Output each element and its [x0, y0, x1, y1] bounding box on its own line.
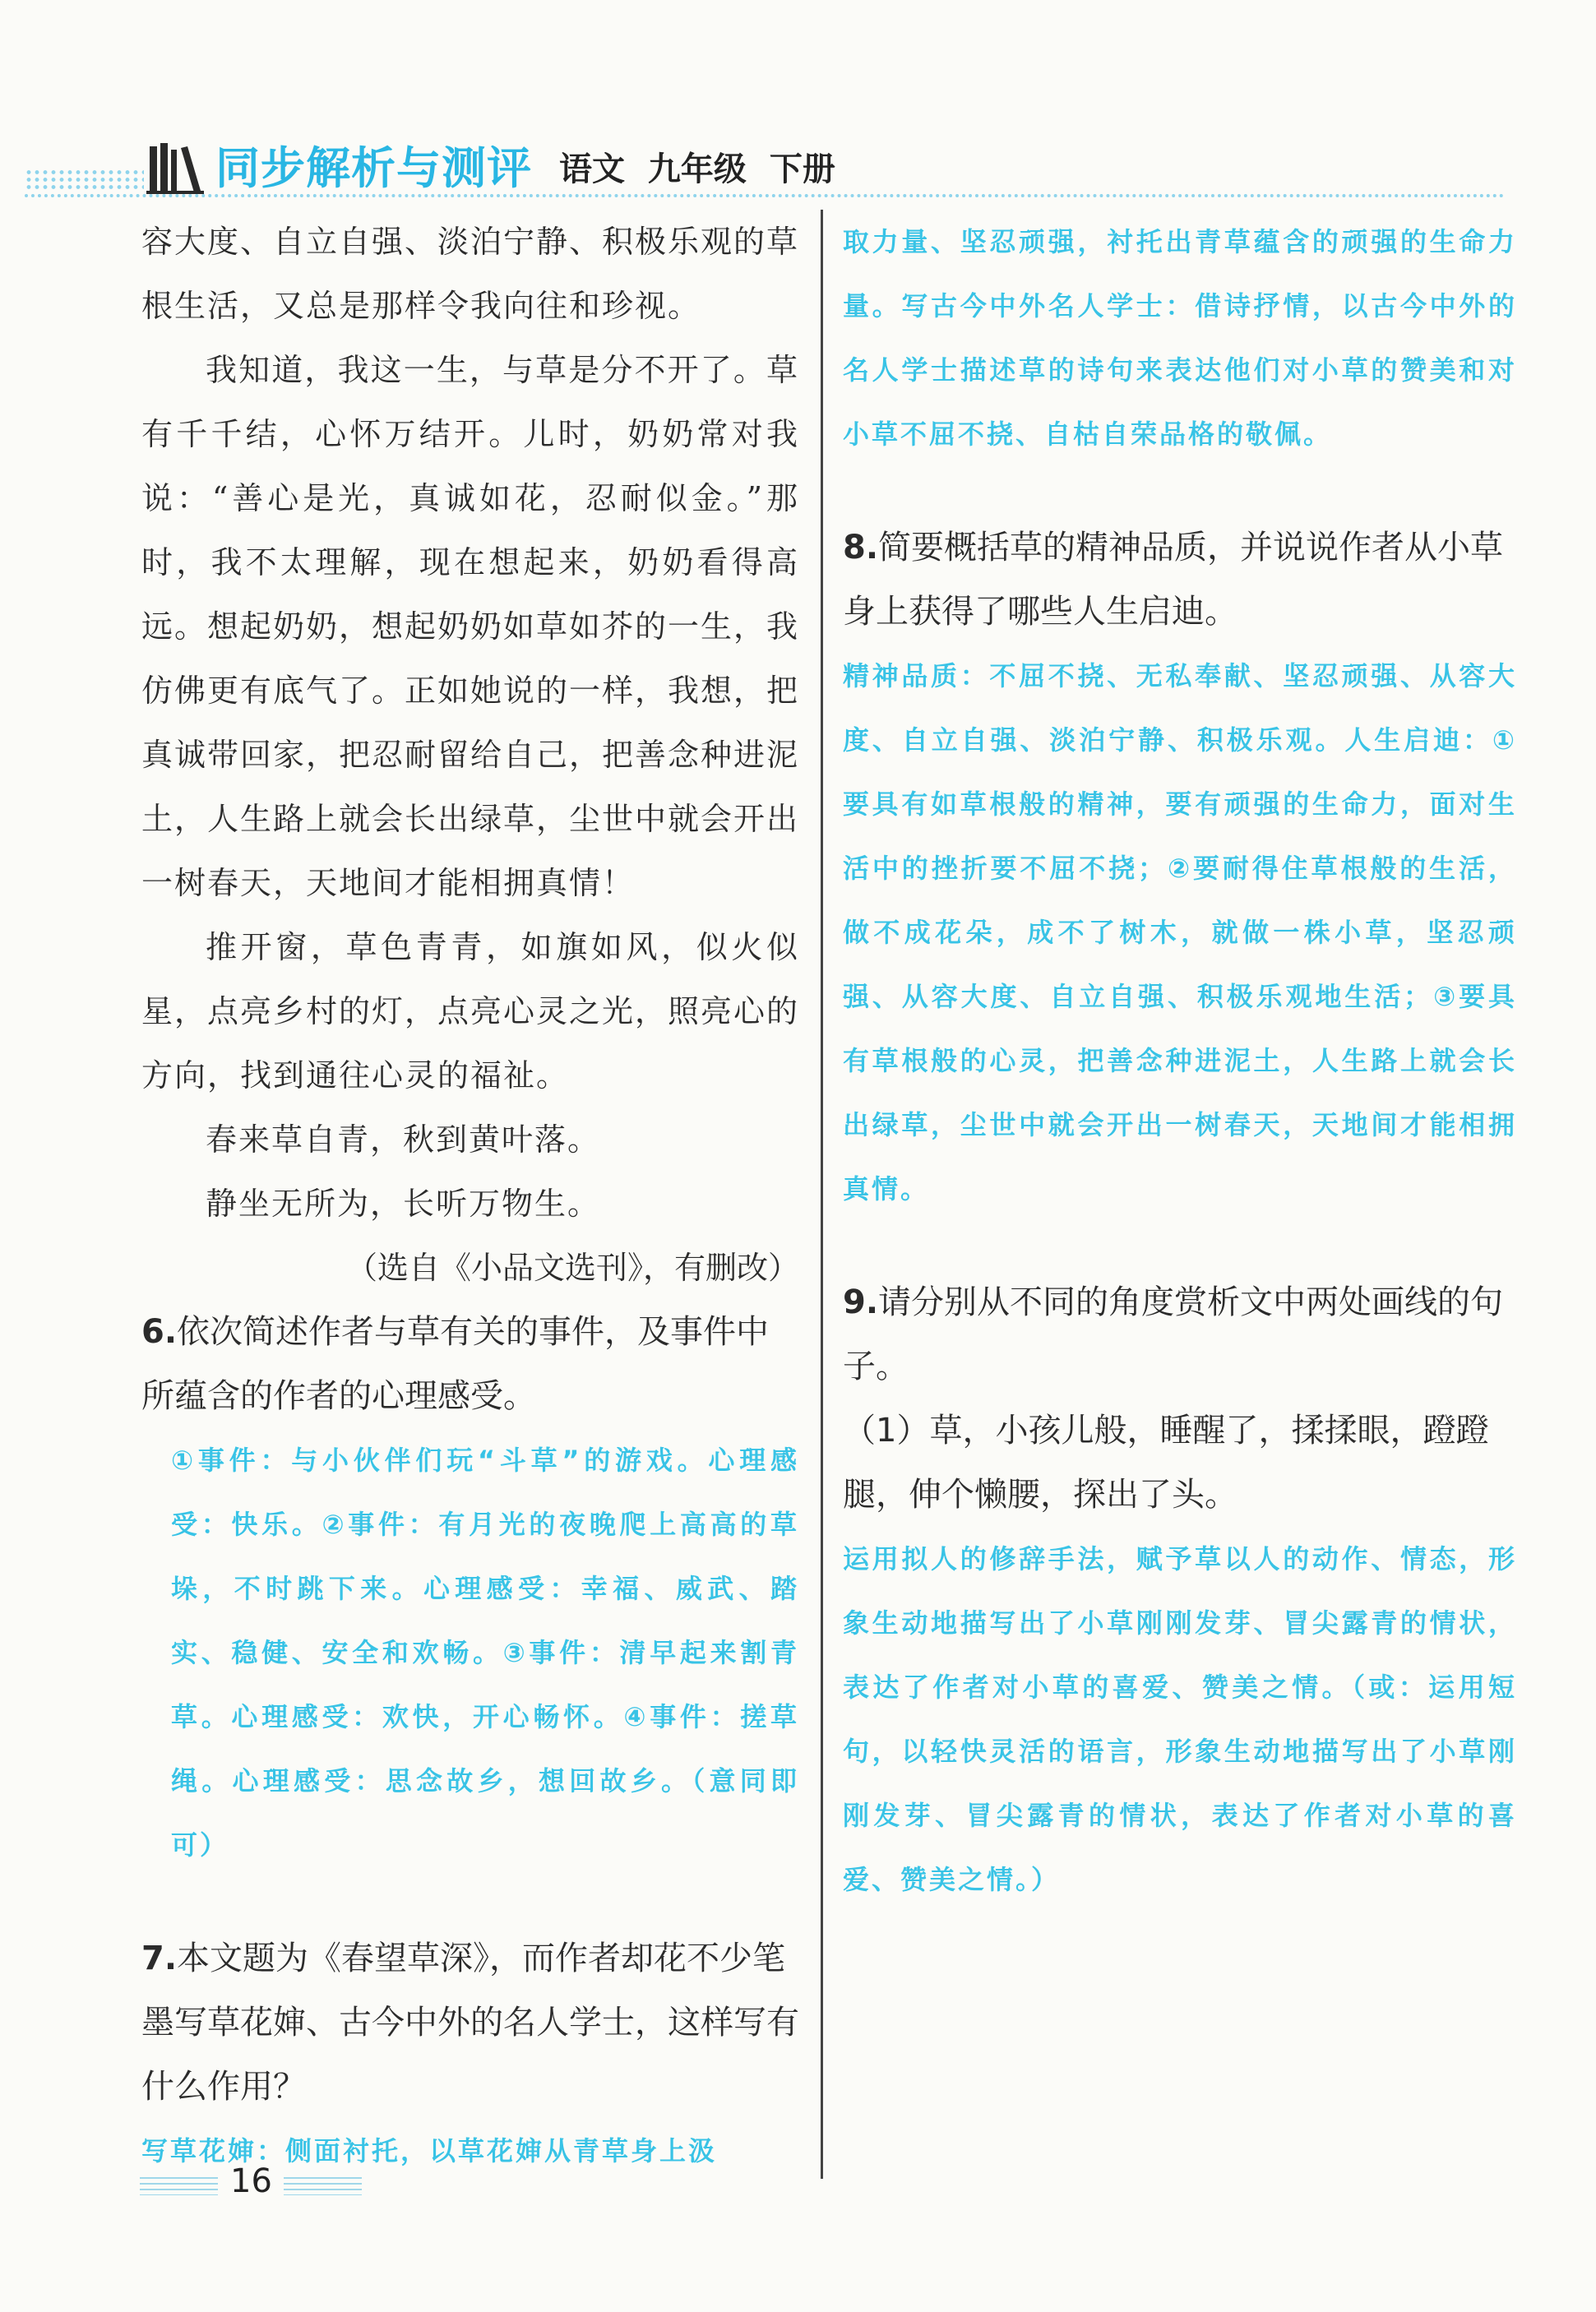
question-number: 8.: [843, 529, 879, 566]
passage-verse: 静坐无所为，长听万物生。: [206, 1186, 601, 1222]
question-number: 6.: [141, 1313, 178, 1351]
footer-lines-decoration: [284, 2177, 362, 2195]
sub-question-text: （1）草，小孩儿般，睡醒了，揉揉眼，蹬蹬腿，伸个懒腰，探出了头。: [843, 1412, 1489, 1514]
question-8: [843, 516, 1517, 1221]
page-header: [0, 132, 1596, 206]
column-divider: [821, 210, 823, 2179]
question-text: 本文题为《春望草深》，而作者却花不少笔墨写草花婶、古今中外的名人学士，这样写有什么作用？: [141, 1940, 799, 2106]
footer-lines-decoration: [140, 2177, 218, 2195]
books-logo-icon: [146, 138, 204, 196]
answer-text: 写草花婶：侧面衬托，以草花婶从青草身上汲: [141, 2135, 718, 2166]
answer-text: 精神品质：不屈不挠、无私奉献、坚忍顽强、从容大度、自立自强、淡泊宁静、积极乐观。人生启迪：①要具有如草根般的精神，要有顽强的生命力，面对生活中的挫折要不屈不挠；②要耐得住草根般的生活，做不成花朵，成不了树木，就做一株小草，坚忍顽强、从容大度、自立自强、积极乐观地生活；③要具有草根般的心灵，把善念种进泥土，人生路上就会长出绿草，尘世中就会开出一树春天，天地间才能相拥真情。: [843, 660, 1517, 1205]
question-text: 简要概括草的精神品质，并说说作者从小草身上获得了哪些人生启迪。: [843, 529, 1504, 631]
question-number: 9.: [843, 1283, 879, 1321]
question-text: 依次简述作者与草有关的事件，及事件中所蕴含的作者的心理感受。: [141, 1313, 770, 1415]
answer-text: 运用拟人的修辞手法，赋予草以人的动作、情态，形象生动地描写出了小草刚刚发芽、冒尖露青的情状，表达了作者对小草的喜爱、赞美之情。（或：运用短句，以轻快灵活的语言，形象生动地描写出了小草刚刚发芽、冒尖露青的情状，表达了作者对小草的喜爱、赞美之情。）: [843, 1543, 1517, 1895]
header-dots-decoration: [25, 169, 144, 190]
left-column: [141, 210, 799, 2183]
answer-text: ①事件：与小伙伴们玩“斗草”的游戏。心理感受：快乐。②事件：有月光的夜晚爬上高高的草垛，不时跳下来。心理感受：幸福、威武、踏实、稳健、安全和欢畅。③事件：清早起来割青草。心理感受：欢快，开心畅怀。④事件：搓草绳。心理感受：思念故乡，想回故乡。（意同即可）: [171, 1445, 799, 1861]
question-7: [141, 1926, 799, 2183]
question-9: [843, 1270, 1517, 1912]
series-title: 同步解析与测评: [215, 142, 532, 194]
question-text: 请分别从不同的角度赏析文中两处画线的句子。: [843, 1283, 1504, 1385]
passage-paragraph: 容大度、自立自强、淡泊宁静、积极乐观的草根生活，又总是那样令我向往和珍视。: [141, 224, 800, 324]
passage-source: （选自《小品文选刊》，有删改）: [345, 1250, 799, 1286]
header-rule: [25, 194, 1505, 197]
page-footer: [123, 2162, 370, 2212]
passage-verse: 春来草自青，秋到黄叶落。: [206, 1121, 601, 1158]
book-info: 语文 九年级 下册: [559, 150, 835, 188]
question-number: 7.: [141, 1940, 178, 1977]
answer-text-continued: 取力量、坚忍顽强，衬托出青草蕴含的顽强的生命力量。写古今中外名人学士：借诗抒情，以古今中外的名人学士描述草的诗句来表达他们对小草的赞美和对小草不屈不挠、自枯自荣品格的敬佩。: [843, 226, 1517, 450]
page-number: 16: [230, 2162, 272, 2200]
passage-paragraph: 推开窗，草色青青，如旗如风，似火似星，点亮乡村的灯，点亮心灵之光，照亮心的方向，找到通往心灵的福祉。: [141, 929, 800, 1094]
passage-paragraph: 我知道，我这一生，与草是分不开了。草有千千结，心怀万结开。儿时，奶奶常对我说：“善心是光，真诚如花，忍耐似金。”那时，我不太理解，现在想起来，奶奶看得高远。想起奶奶，想起奶奶如草如芥的一生，我仿佛更有底气了。正如她说的一样，我想，把真诚带回家，把忍耐留给自己，把善念种进泥土，人生路上就会长出绿草，尘世中就会开出一树春天，天地间才能相拥真情！: [141, 352, 800, 901]
question-6: [141, 1300, 799, 1877]
right-column: [843, 210, 1517, 1912]
